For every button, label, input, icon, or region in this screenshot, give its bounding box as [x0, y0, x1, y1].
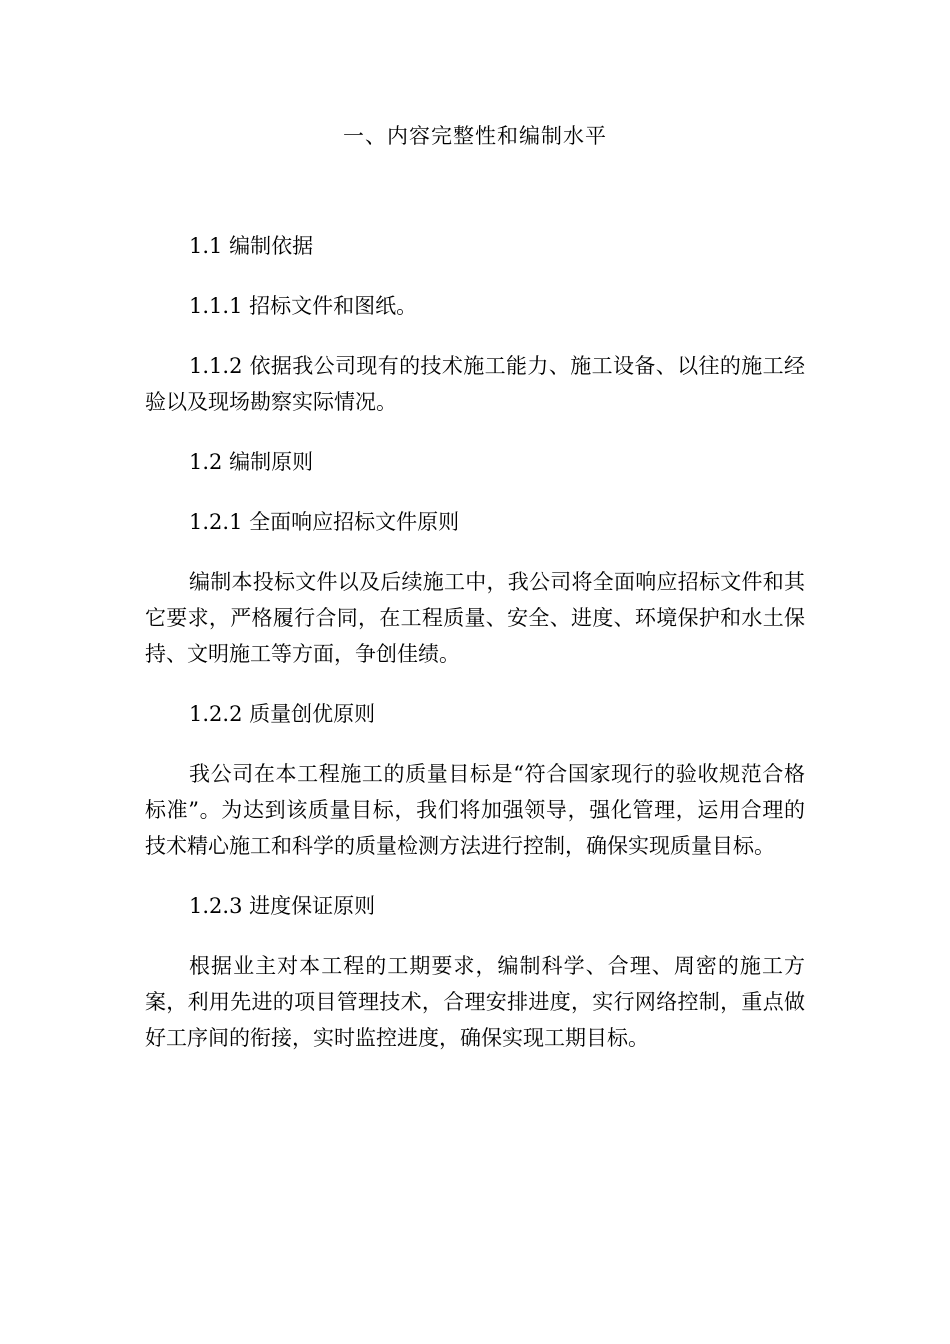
paragraph-1-2-2-body: 我公司在本工程施工的质量目标是“符合国家现行的验收规范合格标准”。为达到该质量目标，我们将加强领导，强化管理，运用合理的技术精心施工和科学的质量检测方法进行控制，确保实现质量目标。: [145, 762, 805, 858]
paragraph-1-2-3-body: 根据业主对本工程的工期要求，编制科学、合理、周密的施工方案，利用先进的项目管理技术，合理安排进度，实行网络控制，重点做好工序间的衔接，实时监控进度，确保实现工期目标。: [145, 954, 805, 1050]
heading-1-1-2: 1.1.2 依据我公司现有的技术施工能力、施工设备、以往的施工经验以及现场勘察实际情况。: [145, 354, 805, 414]
paragraph-1-2-1-body: 编制本投标文件以及后续施工中，我公司将全面响应招标文件和其它要求，严格履行合同，在工程质量、安全、进度、环境保护和水土保持、文明施工等方面，争创佳绩。: [145, 570, 805, 666]
heading-1-2-3: 1.2.3 进度保证原则: [189, 894, 376, 918]
heading-1-2-1: 1.2.1 全面响应招标文件原则: [189, 510, 460, 534]
heading-1-1-1: 1.1.1 招标文件和图纸。: [189, 294, 418, 318]
document-title: 一、内容完整性和编制水平: [343, 124, 607, 148]
document-body: [145, 228, 805, 1080]
heading-1-2: 1.2 编制原则: [189, 450, 314, 474]
heading-1-2-2: 1.2.2 质量创优原则: [189, 702, 376, 726]
heading-1-1: 1.1 编制依据: [189, 234, 314, 258]
